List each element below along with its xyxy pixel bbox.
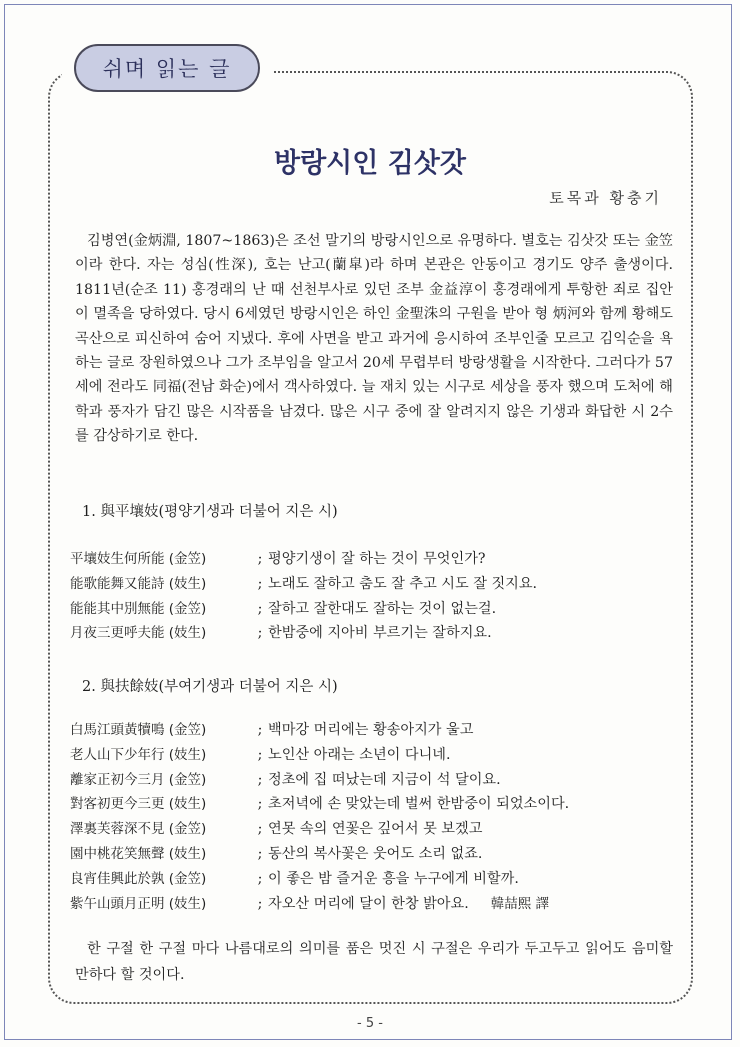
poem-hanja: 對客初更今三更 (妓生) [70, 796, 207, 813]
poem-separator: ; [257, 746, 263, 763]
poem-hanja: 月夜三更呼夫能 (妓生) [70, 625, 207, 642]
poem-hanja: 能能其中別無能 (金笠) [70, 600, 207, 617]
poem-line [70, 817, 569, 842]
poem-line [70, 867, 569, 892]
poem-korean: 연못 속의 연꽃은 깊어서 못 보겠고 [268, 821, 483, 838]
poem-hanja: 平壤妓生何所能 (金笠) [70, 551, 207, 567]
section1-heading: 1. 與平壤妓(평양기생과 더불어 지은 시) [82, 504, 338, 520]
poem-line [70, 892, 569, 917]
poem-separator: ; [257, 771, 263, 788]
poem-hanja: 良宵佳興此於孰 (金笠) [70, 870, 207, 887]
poem-separator: ; [257, 722, 263, 738]
poem-separator: ; [257, 895, 263, 912]
poem-separator: ; [257, 600, 263, 617]
poem-separator: ; [257, 870, 263, 887]
poem-separator: ; [257, 821, 263, 838]
page-number: - 5 - [357, 1016, 383, 1031]
poem-hanja: 能歌能舞又能詩 (妓生) [70, 575, 207, 592]
poem1 [70, 547, 537, 646]
poem-korean: 노인산 아래는 소년이 다니네. [268, 746, 451, 763]
article-author: 토목과 황충기 [549, 189, 662, 207]
poem-line [70, 572, 537, 597]
poem-separator: ; [257, 845, 263, 862]
poem-line [70, 597, 537, 622]
poem-korean: 잘하고 잘한대도 잘하는 것이 없는걸. [268, 600, 497, 617]
poem-korean: 한밤중에 지아비 부르기는 잘하지요. [268, 625, 492, 642]
poem-hanja: 園中桃花笑無聲 (妓生) [70, 845, 207, 862]
poem-korean: 자오산 머리에 달이 한창 밝아요. [268, 895, 469, 912]
poem-line [70, 621, 537, 646]
poem-hanja: 老人山下少年行 (妓生) [70, 746, 207, 763]
poem-korean: 평양기생이 잘 하는 것이 무엇인가? [268, 551, 486, 567]
poem-line [70, 547, 537, 572]
poem-line [70, 743, 569, 768]
poem-separator: ; [257, 575, 263, 592]
conclusion-paragraph: 한 구절 한 구절 마다 나름대로의 의미를 품은 멋진 시 구절은 우리가 두고두고 읽어도 음미할 만하다 할 것이다. [75, 941, 673, 983]
poem-line [70, 718, 569, 743]
poem-line [70, 842, 569, 867]
poem-korean: 백마강 머리에는 황송아지가 울고 [268, 722, 474, 738]
poem-hanja: 離家正初今三月 (金笠) [70, 771, 207, 788]
poem-hanja: 澤裏芙蓉深不見 (金笠) [70, 821, 207, 838]
translator-credit: 韓喆熙 譯 [490, 895, 550, 912]
section-tab-label: 쉬며 읽는 글 [74, 44, 260, 92]
poem-separator: ; [257, 625, 263, 642]
poem-korean: 정초에 집 떠났는데 지금이 석 달이요. [268, 771, 501, 788]
section2-heading: 2. 與扶餘妓(부여기생과 더불어 지은 시) [82, 679, 338, 695]
poem-korean: 동산의 복사꽃은 웃어도 소리 없죠. [268, 845, 483, 862]
poem-korean: 초저녁에 손 맞았는데 벌써 한밤중이 되었소이다. [268, 796, 570, 813]
poem-korean: 노래도 잘하고 춤도 잘 추고 시도 잘 짓지요. [268, 575, 538, 592]
poem-line [70, 792, 569, 817]
poem2 [70, 718, 569, 916]
poem-separator: ; [257, 796, 263, 813]
intro-paragraph: 김병연(金炳淵, 1807~1863)은 조선 말기의 방랑시인으로 유명하다. 별호는 김삿갓 또는 金笠이라 한다. 자는 성심(性深), 호는 난고(蘭皐)라 하며 본관은 안동이고 경기도 양주 출생이다. 1811년(순조 11) 홍경래의 난 때 선천부사로 있던 조부 金益淳이 홍경래에게 투항한 죄로 집안이 멸족을 당하였다. 당시 6세였던 방랑시인은 하인 金聖洙의 구원을 받아 형 炳河와 함께 황해도 곡산으로 피신하여 숨어 지냈다. 후에 사면을 받고 과거에 응시하여 조부인줄 모르고 김익순을 욕하는 글로 장원하였으나 그가 조부임을 알고서 20세 무렵부터 방랑생활을 시작한다. 그러다가 57세에 전라도 同福(전남 화순)에서 객사하였다. 늘 재치 있는 시구로 세상을 풍자 했으며 도처에 해학과 풍자가 담긴 많은 시작품을 남겼다. 많은 시구 중에 잘 알려지지 않은 기생과 화답한 시 2수를 감상하기로 한다. [75, 233, 673, 445]
poem-korean: 이 좋은 밤 즐거운 흥을 누구에게 비할까. [268, 870, 519, 887]
poem-separator: ; [257, 551, 263, 567]
poem-hanja: 白馬江頭黃犢鳴 (金笠) [70, 722, 207, 738]
poem-hanja: 紫午山頭月正明 (妓生) [70, 895, 207, 912]
article-title: 방랑시인 김삿갓 [274, 148, 466, 179]
poem-line [70, 768, 569, 793]
